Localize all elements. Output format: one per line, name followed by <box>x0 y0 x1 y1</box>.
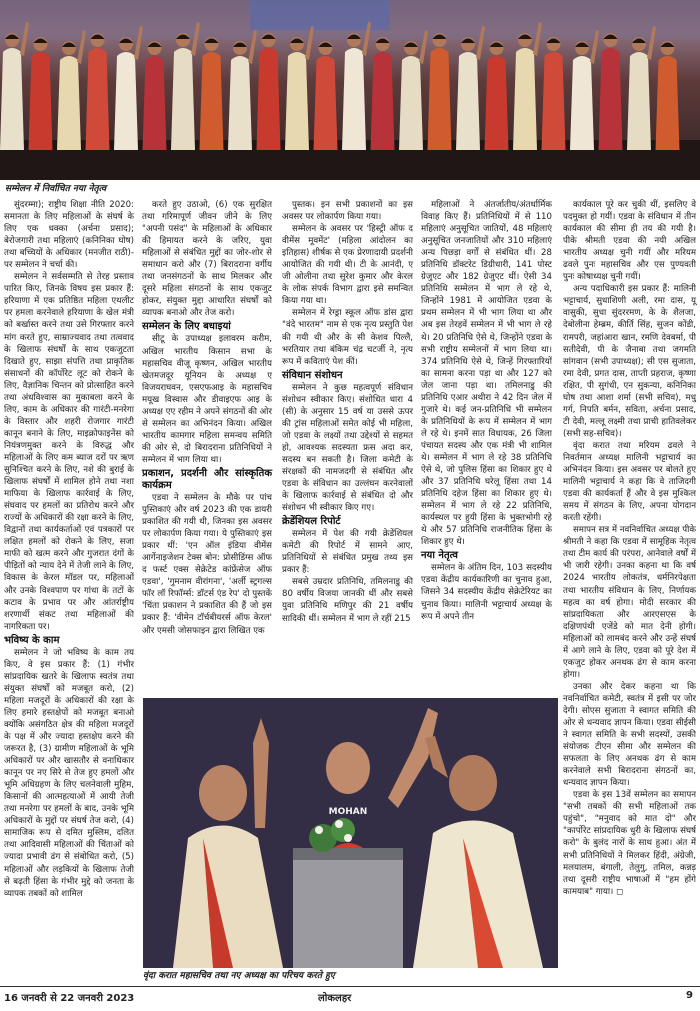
section-heading: प्रकाशन, प्रदर्शनी और सांस्कृतिक कार्यक्रम <box>142 467 272 491</box>
article-paragraph: करते हुए उठाओ, (6) एक सुरक्षित तथा गरिमापूर्ण जीवन जीने के लिए "अपनी पसंद" के महिलाओं के अधिकार की हिमायत करने के जरिए, युवा महिलाओं से संबंधित मुद्दों का जोर-शोर से समाधान करो और (7) बिरादराना वर्गीय तथा जनसंगठनों के साथ मिलकर और दूसरे महिला संगठनों के साथ एकजुट होकर, संयुक्त मुद्दा आधारित संघर्षों को व्यापक बनाओ और तेज करो। <box>142 200 272 319</box>
crowd-person <box>114 52 138 150</box>
crowd-person <box>656 56 680 150</box>
crowd-person <box>200 52 224 150</box>
crowd-person <box>314 56 338 150</box>
crowd-person <box>542 52 566 150</box>
article-column-5 <box>563 199 696 898</box>
crowd-person <box>513 48 537 150</box>
article-paragraph: महिलाओं ने अंतर्जातीय/अंतर्धार्मिक विवाह किए हैं। प्रतिनिधियों में से 110 महिलाएं अनुसूचित जातियों, 48 महिलाएं अनुसूचित जनजातियों और 310 महिलाएं अन्य पिछड़ा वर्गों से संबंधित थीं। 28 प्रतिनिधि डॉक्टरेट डिग्रीधारी, 141 पोस्ट ग्रेजुएट और 182 ग्रेजुएट थीं। ऐसी 34 प्रतिनिधि सम्मेलन में भाग ले रहे थे, जिन्होंने 1981 में आयोजित एडवा के प्रथम सम्मेलन में भी भाग लिया था और अब इस तेरहवें सम्मेलन में भी भाग ले रहे थे। 20 प्रतिनिधि ऐसे थे, जिन्होंने एडवा के सभी राष्ट्रीय सम्मेलनों में भाग लिया था। 374 प्रतिनिधि ऐसे थे, जिन्हें गिरफ्तारियों का सामना करना पड़ा था और 127 को जेल जाना पड़ा था। तमिलनाडु की प्रतिनिधि एआर अथीरा ने 42 दिन जेल में गुजारे थे। कई जन-प्रतिनिधि भी सम्मेलन के प्रतिनिधियों के रूप में सम्मेलन में भाग ले रहे थे। इनमें सात विधायक, 26 जिला पंचायत सदस्य और एक मंत्री भी शामिल थे। सम्मेलन में भाग ले रहे 38 प्रतिनिधि ऐसे थे, जो पुलिस हिंसा का शिकार हुए थे और 37 प्रतिनिधि घरेलू हिंसा तथा 14 प्रतिनिधि दहेज हिंसा का शिकार हुए थे। सम्मेलन में भाग ले रहे 22 प्रतिनिधि, कार्यस्थल पर हुयी हिंसा के भुक्तभोगी रहे थे और 57 प्रतिनिधि राजनीतिक हिंसा के शिकार हुए थे। <box>421 200 552 548</box>
article-paragraph: सीटू के उपाध्यक्ष इलावरम करीम, अखिल भारतीय किसान सभा के महासचिव वीजू कृष्णन, अखिल भारतीय खेतमजदूर यूनियन के अध्यक्ष ए विजयराघवन, एसएफआइ के महासचिव मयूख विस्वास और डीवाइएफ आइ के अध्यक्ष एए रहीम ने अपने संगठनों की ओर से सम्मेलन का अभिनंदन किया। अखिल भारतीय कामगार महिला समन्वय समिति की ओर से, दो बिरादराना प्रतिनिधियों ने सम्मेलन में भाग लिया था। <box>142 334 272 465</box>
article-column-1 <box>4 199 134 900</box>
article-paragraph: वृंदा करात तथा मरियम ढवले ने निवर्तमान अध्यक्ष मालिनी भट्टाचार्य का अभिनंदन किया। इस अवसर पर बोलते हुए मालिनी भट्टाचार्य ने कहा कि वे ताजिदगी एडवा की कार्यकर्ता हैं और वे इस मुश्किल समय में संगठन के लिए, अपना योगदान करती रहेंगी। <box>563 440 696 524</box>
article-column-3 <box>282 199 413 625</box>
article-paragraph: सम्मेलन के अवसर पर 'हिस्ट्री ऑफ द वीमेंस मूवमेंट' (महिला आंदोलन का इतिहास) शीर्षक से एक प्रेरणादायी प्रदर्शनी आयोजित की गयी थी। टी के आनंदी, ए जी ओलीना तथा सुरेश कुमार और केरल के लोक संपर्क विभाग द्वारा इसे समन्वित किया गया था। <box>282 224 413 307</box>
page-number: 9 <box>686 990 693 1001</box>
article-paragraph: एडवा ने सम्मेलन के मौके पर पांच पुस्तिकाएं और वर्ष 2023 की एक डायरी प्रकाशित की गयी थी, जिनका इस अवसर पर लोकार्पण किया गया। ये पुस्तिकाएं इस प्रकार थीं: 'एन ऑल इंडिया वीमेंस आर्गेनाइजेशन टेक्स बोन: प्रोसीडिंग्स ऑफ द फर्स्ट एक्स सेक्रेटेड कांफ्रेंसेज ऑफ एडवा', 'गुमनाम वीरांगना', 'अर्ली स्ट्रगल्स फॉर लॉ रिफॉर्म्स: डॉटर्स एंड रेप' दो पुस्तकें 'चिंता प्रकाशन ने प्रकाशित की हैं जो इस प्रकार हैं: 'वीमेन टॉर्चबीयरर्स ऑफ केरल' और एमसी जोसफाइन द्वारा लिखित एक <box>142 492 272 636</box>
article-paragraph: पुस्तक। इन सभी प्रकाशनों का इस अवसर पर लोकार्पण किया गया। <box>282 200 413 223</box>
crowd-person <box>57 56 81 150</box>
article-paragraph: उनका और देकर कहना था कि नवनिर्वाचित कमेटी, स्वतंत्र में इसी पर जोर देगी। सोएस सुजाता ने स्वागत समिति की ओर से धन्यवाद ज्ञापन किया। एडवा सीईसी ने स्वागत समिति के सभी सदस्यों, उसकी संयोजक टीएन सीमा और सम्मेलन की सफलता के लिए अनथक ढंग से काम करनेवाले सभी बिरादराना संगठनों का, धन्यवाद ज्ञापन किया। <box>563 681 696 789</box>
article-paragraph: सुंदरम्मा); राष्ट्रीय शिक्षा नीति 2020: समानता के लिए महिलाओं के संघर्ष के लिए एक धक्का (अर्चना प्रसाद); बेरोजगारी तथा महिलाएं (कनिनिका घोष) तथा बच्चियों के अधिकार (मनजीत राठी)- पर सम्मेलन ने चर्चा की। <box>4 200 134 271</box>
leadership-group-photo <box>0 0 700 180</box>
article-paragraph: कार्यकाल पूरे कर चुकी थीं, इसलिए वे पदमुक्त हो गयीं। एडवा के संविधान में तीन कार्यकाल की सीमा ही तय की गयी है। पीके श्रीमती एडवा की नयी अखिल भारतीय अध्यक्ष चुनी गयीं और मरियम ढवले पुनः महासचिव और एस पुण्यवती पुनः कोषाध्यक्ष चुनी गयीं। <box>563 200 696 283</box>
article-paragraph: सम्मेलन ने जो भविष्य के काम तय किए, वे इस प्रकार हैं: (1) गंभीर सांप्रदायिक खतरे के खिलाफ स्वतंत्र तथा संयुक्त संघर्षों को मजबूत करो, (2) महिला मजदूरों के अधिकारों की रक्षा के लिए हमारे हस्तक्षेपों को मजबूत बनाओ क्योंकि असंगठित क्षेत्र की महिला मजदूरों के पक्ष में और ज्यादा हस्तक्षेप करने की जरूरत है, (3) ग्रामीण महिलाओं के भूमि अधिकारों पर और खासतौर से वनाधिकार कानून पर नए सिरे से तेज हुए हमलों और भूमि अधिग्रहण के लिए चलनेवाली मुहिम, किसानों की आत्महत्याओं में आयी तेजी तथा मनरेगा पर हमलों के बाद, उनके भूमि अधिकारों के मुद्दों पर संघर्ष तेज करो, (4) सामाजिक रूप से दमित मुस्लिम, दलित तथा आदिवासी महिलाओं की चिंताओं को ज्यादा प्रभावी ढंग से संबोधित करो, (5) महिलाओं और लड़कियों के खिलाफ तेजी से बढ़ती हिंसा के गंभीर मुद्दे को जनता के व्यापक तबकों को शामिल <box>4 647 134 899</box>
crowd-person <box>257 48 281 150</box>
introduction-stage-photo <box>143 698 558 968</box>
section-heading: क्रेडेंशियल रिपोर्ट <box>282 516 341 528</box>
crowd-person <box>285 52 309 150</box>
article-paragraph: सम्मेलन ने सर्वसम्मति से तेरह प्रस्ताव पारित किए, जिनके विषय इस प्रकार हैं: हरियाणा में एक प्रतिष्ठित महिला एथलीट पर हमला करनेवाले हरियाणा के खेल मंत्री को बर्खास्त करने तथा उसे गिरफ्तार करने मांग करते हुए, साम्राज्यवाद तथा तत्ववाद के खिलाफ संघर्षों के साथ एकजुटता दिखाते हुए, साझा संपत्ति तथा प्राकृतिक संसाधनों की कॉर्पोरेट लूट को रोकने के लिए, वैज्ञानिक चिन्तन को प्रोत्साहित करने तथा अंधविश्वास का मुकाबला करने के लिए, काम के अधिकार की गारंटी-मनरेगा के विस्तार और शहरी रोजगार गारंटी कानून बनाने के लिए, माइक्रोफाइनेंस को नियंत्रणमुक्त करने के विरुद्ध और महिलाओं के लिए कम ब्याज दरों पर ऋण सुनिश्चित करने के लिए, नशे की बुराई के खिलाफ संघर्षों में शामिल होने तथा नशा माफिया के खिलाफ कार्रवाई के लिए, संघवाद पर हमलों का प्रतिरोध करने और राज्यों के अधिकारों की रक्षा करने के लिए, विद्वानों तथा कार्यकर्ताओं एवं पत्रकारों पर लक्षित हमलों को रोकने के लिए, सजा माफी को खत्म करने और गुजरात दंगों के पीड़ितों को न्याय देने में तेजी लाने के लिए, विकास के केरल मॉडल पर, महिलाओं और उनके विश्वपाण पर गांधा के तटों के कटाव के प्रभाव पर और आंतर्राष्ट्रीय शरणार्थी संकट तथा महिलाओं की नागरिकता पर। <box>4 272 134 632</box>
bottom-photo-caption: वृंदा करात महासचिव तथा नए अध्यक्ष का परिचय करते हुए <box>143 971 335 981</box>
article-column-4 <box>421 199 552 623</box>
article-paragraph: सम्मेलन में पेश की गयी क्रेडेंशियल कमेटी की रिपोर्ट में सामने आए, प्रतिनिधियों से संबंधित प्रमुख तथ्य इस प्रकार हैं: <box>282 529 413 576</box>
article-paragraph: सम्मेलन के अंतिम दिन, 103 सदस्यीय एडवा केंद्रीय कार्यकारिणी का चुनाव हुआ, जिसने 34 सदस्यीय केंद्रीय सेक्रेटेरियट का चुनाव किया। मालिनी भट्टाचार्य अध्यक्ष के रूप में अपने तीन <box>421 563 552 622</box>
top-photo <box>0 0 700 180</box>
crowd-person <box>599 48 623 150</box>
crowd-person <box>86 48 110 150</box>
crowd-person <box>399 56 423 150</box>
crowd-person <box>171 48 195 150</box>
crowd-person <box>143 56 167 150</box>
crowd-person <box>627 52 651 150</box>
footer-publication: लोकलहर <box>318 993 352 1004</box>
crowd-person <box>342 48 366 150</box>
crowd-person <box>456 52 480 150</box>
bottom-photo <box>143 698 558 968</box>
crowd-person <box>29 52 53 150</box>
section-heading: भविष्य के काम <box>4 634 60 646</box>
section-heading: संविधान संशोधन <box>282 369 343 381</box>
article-paragraph: समापन सत्र में नवनिर्वाचित अध्यक्ष पीके श्रीमती ने कहा कि एडवा में सामूहिक नेतृत्व तथा टीम कार्य की परंपरा, आनेवाले वर्षों में भी जारी रहेगी। उनका कहना था कि वर्ष 2024 भारतीय लोकतंत्र, धर्मनिरपेक्षता तथा भारतीय संविधान के लिए, निर्णायक महत्व का वर्ष होगा। मोदी सरकार की सांप्रदायिकता और आरएसएस के दक्षिणपंथी एजेंडे को मात देनी होगी। महिलाओं को लामबंद करने और उन्हें संघर्ष में आगे लाने के लिए, एडवा को पूरे देश में एकजुट होकर अनथक ढंग से काम करना होगा। <box>563 525 696 680</box>
article-column-2 <box>142 199 272 637</box>
crowd-person <box>485 56 509 150</box>
article-paragraph: एडवा के इस 13वें सम्मेलन का समापन "सभी तबकों की सभी महिलाओं तक पहुंचो", "मनुवाद को मात दो" और "कार्पोरेट सांप्रदायिक धुरी के खिलाफ संघर्ष करो" के बुलंद नारों के साथ हुआ। अंत में सभी प्रतिनिधियों ने मिलकर हिंदी, अंग्रेजी, मलयालम, बंगाली, तेलुगु, तमिल, कन्नड़ तथा दूसरी राष्ट्रीय भाषाओं में "हम होंगे कामयाब" गाया। ◻ <box>563 790 696 897</box>
crowd-person <box>570 56 594 150</box>
podium-text: MOHAN <box>328 807 368 817</box>
article-paragraph: सम्मेलन ने कुछ महत्वपूर्ण संविधान संशोधन स्वीकार किए। संशोधित धारा 4 (सी) के अनुसार 15 वर्ष या उससे ऊपर की ट्रांस महिलाओं समेत कोई भी महिला, जो एडवा के लक्ष्यों तथा उद्देश्यों से सहमत हो, आवश्यक सदस्यता फ्रस अदा कर, सदस्य बन सकती है। जिला कमेटी के संरक्षकों की नामजदगी से संबंधित और एडवा के संविधान का उल्लंघन करनेवालों के खिलाफ कार्रवाई से संबंधित दो और संशोधन भी स्वीकार किए गए। <box>282 382 413 514</box>
crowd-person <box>0 48 24 150</box>
footer-rule <box>0 986 700 987</box>
article-paragraph: सबसे उम्रदार प्रतिनिधि, तमिलनाडु की 80 वर्षीय विजया जानकी थीं और सबसे युवा प्रतिनिधि मणिपुर की 21 वर्षीय सादिकी थीं। सम्मेलन में भाग ले रहीं 215 <box>282 577 413 624</box>
crowd-person <box>371 52 395 150</box>
top-photo-caption: सम्मेलन में निर्वाचित नया नेतृत्व <box>5 184 107 194</box>
crowd-person <box>228 56 252 150</box>
article-paragraph: सम्मेलन में रेग्ड्रा स्कूल ऑफ डांस द्वारा "वंदे भारतम" नाम से एक नृत्य प्रस्तुति पेश की गयी थी और के सी केशव पिल्लै, भरतियार तथा बंकिम चंद्र चटर्जी ने, नृत्य रूप में कविताएं पेश कीं। <box>282 308 413 367</box>
section-heading: सम्मेलन के लिए बधाइयां <box>142 321 231 333</box>
footer-date: 16 जनवरी से 22 जनवरी 2023 <box>4 993 135 1004</box>
section-heading: नया नेतृत्व <box>421 550 458 562</box>
crowd-person <box>428 48 452 150</box>
article-paragraph: अन्य पदाधिकारी इस प्रकार हैं: मालिनी भट्टाचार्य, सुधाशिणी अली, रमा दास, यू वासुकी, सुधा सुंदररमण, के के शैलजा, देबोलीना हेम्ब्रम, कीर्ति सिंह, सुजन कोंडी, रामपरी, जहांआरा खान, रमणि देवबर्मा, पी सतीदेवी, पी के जैनाबा तथा जगमति सांगवान (सभी उपाध्यक्ष); सी एस सुजाता, रमा देवी, प्रगत दास, ताप्ती प्रहराज, कृष्णा रक्षित, पी सुगंधी, एन सुकन्या, कनिनिका घोष तथा आशा शर्मा (सभी सचिव), मधु गर्ग, निपति बर्मन, सविता, अर्चना प्रसाद, टी देवी, मल्लू लक्ष्मी तथा प्राची हातिवलेकर (सभी सह-सचिव)। <box>563 284 696 439</box>
